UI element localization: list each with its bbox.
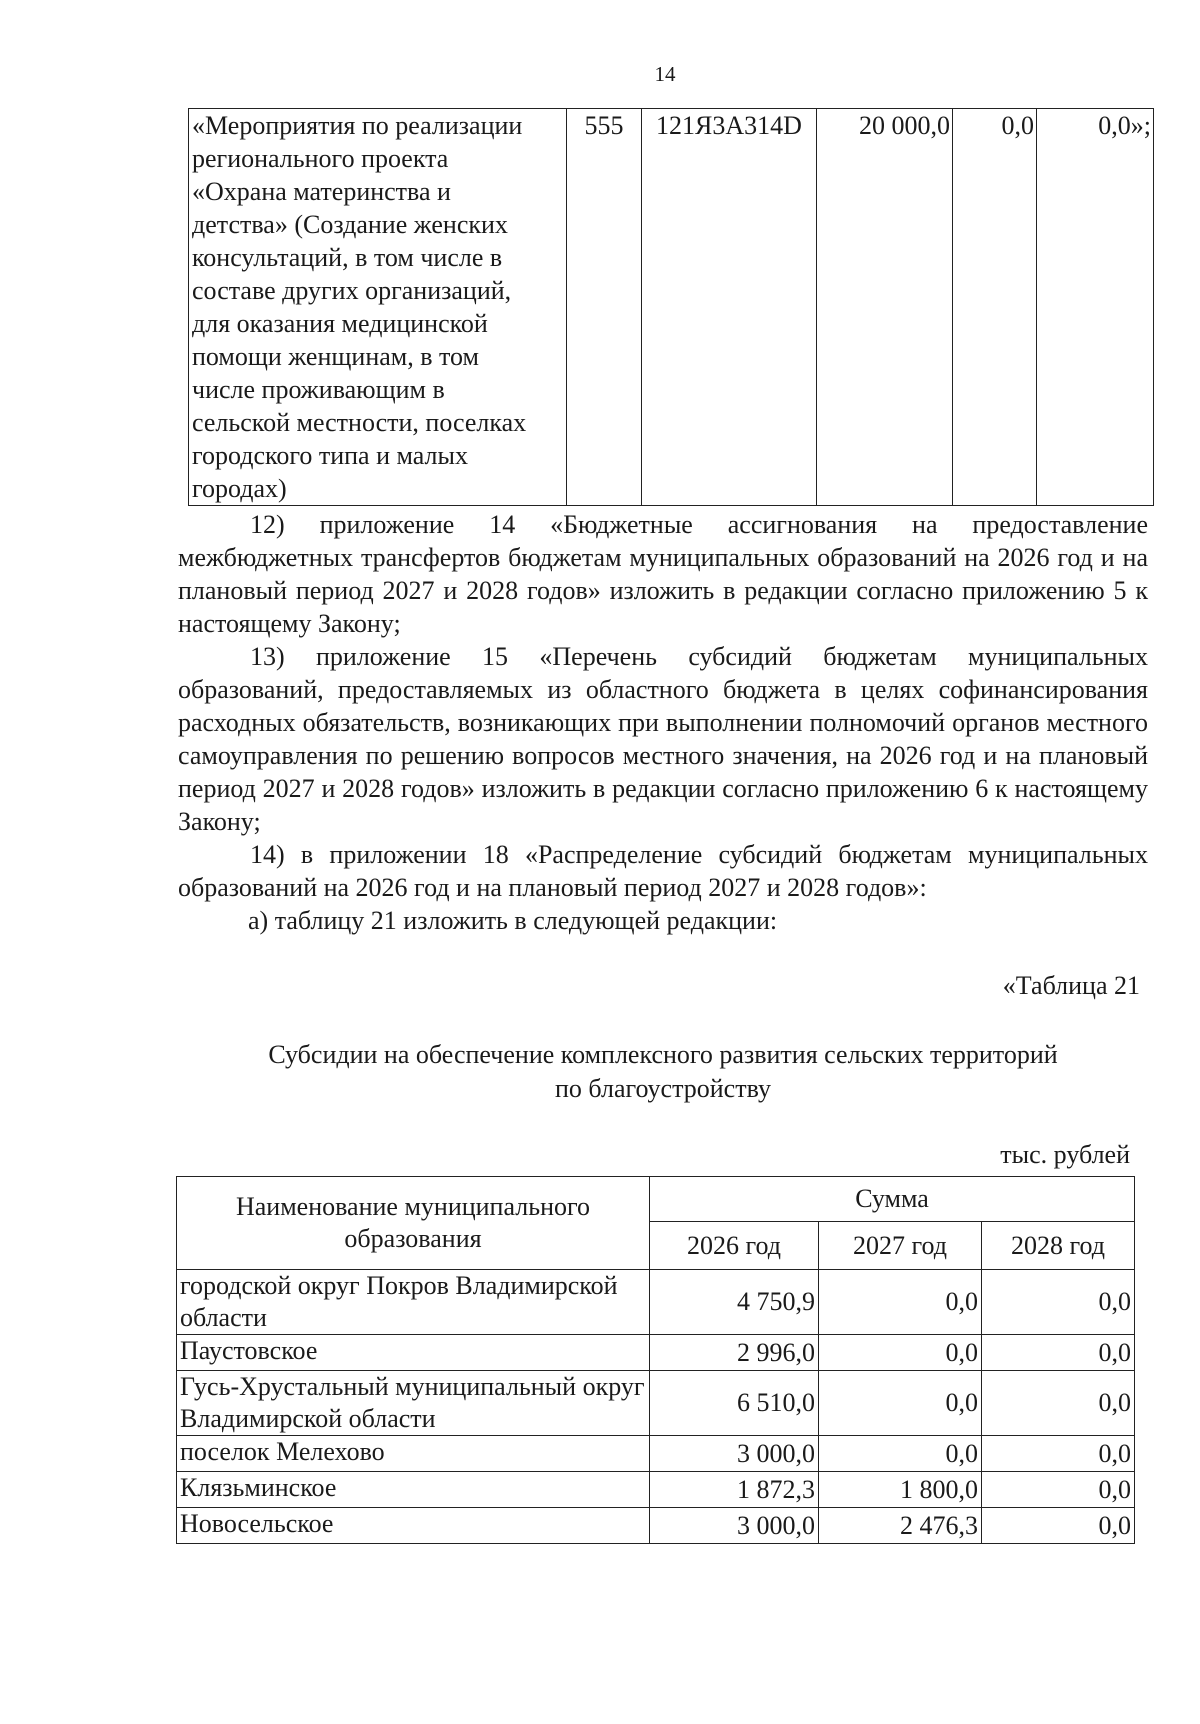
measure-name-line: консультаций, в том числе в [192, 243, 503, 272]
ministry-code-cell: 555 [567, 109, 642, 506]
header-2028: 2028 год [982, 1222, 1135, 1270]
measure-name-line: регионального проекта [192, 144, 449, 173]
units-label: тыс. рублей [1000, 1140, 1130, 1169]
amount-2028: 0,0 [982, 1436, 1135, 1472]
continuation-table [188, 108, 1154, 506]
header-row [177, 1177, 1135, 1222]
measure-name-line: для оказания медицинской [192, 309, 488, 338]
amount-2027: 0,0 [819, 1436, 982, 1472]
amount-2027: 1 800,0 [819, 1472, 982, 1508]
subsidies-table [176, 1176, 1135, 1544]
table-caption: «Таблица 21 [1002, 971, 1140, 1000]
table-row [177, 1508, 1135, 1544]
header-name: Наименование муниципального образования [177, 1177, 650, 1270]
amendments-text [178, 508, 1148, 937]
header-2027: 2027 год [819, 1222, 982, 1270]
amount-2026: 3 000,0 [650, 1436, 819, 1472]
table-row [177, 1335, 1135, 1371]
municipality-name: Клязьминское [177, 1472, 650, 1508]
header-2026: 2026 год [650, 1222, 819, 1270]
table-row [177, 1371, 1135, 1436]
amount-2028: 0,0 [982, 1335, 1135, 1371]
municipality-name: поселок Мелехово [177, 1436, 650, 1472]
table-title-line: по благоустройству [555, 1074, 771, 1103]
page-number: 14 [654, 62, 676, 86]
amount-2028: 0,0 [982, 1472, 1135, 1508]
amount-2027: 0,0 [819, 1270, 982, 1335]
amount-2028: 0,0 [982, 1371, 1135, 1436]
amount-2027: 0,0 [819, 1371, 982, 1436]
amount-2027: 2 476,3 [819, 1508, 982, 1544]
table-title [178, 1038, 1148, 1106]
measure-name-line: городского типа и малых [192, 441, 468, 470]
amount-2028: 0,0 [982, 1508, 1135, 1544]
amount-2026-cell: 20 000,0 [817, 109, 953, 506]
amount-2028-cell: 0,0»; [1037, 109, 1154, 506]
target-article-cell: 121Я3А314D [642, 109, 817, 506]
amount-2026: 6 510,0 [650, 1371, 819, 1436]
measure-name-line: сельской местности, поселках [192, 408, 527, 437]
measure-name-line: детства» (Создание женских [192, 210, 508, 239]
table-row [177, 1270, 1135, 1335]
municipality-name: Паустовское [177, 1335, 650, 1371]
paragraph-12: 12) приложение 14 «Бюджетные ассигнования на предоставление межбюджетных трансфертов бюджетам муниципальных образований на 2026 год и на плановый период 2027 и 2028 годов» изложить в редакции согласно приложению 5 к настоящему Закону; [178, 510, 1148, 638]
municipality-name: Гусь-Хрустальный муниципальный округ Владимирской области [177, 1371, 650, 1436]
measure-name-line: «Охрана материнства и [192, 177, 451, 206]
amount-2027-cell: 0,0 [953, 109, 1037, 506]
municipality-name: Новосельское [177, 1508, 650, 1544]
amount-2027: 0,0 [819, 1335, 982, 1371]
measure-name-line: числе проживающим в [192, 375, 445, 404]
measure-name-line: городах) [192, 474, 287, 503]
amount-2026: 2 996,0 [650, 1335, 819, 1371]
table-row [189, 109, 1154, 506]
header-sum: Сумма [650, 1177, 1135, 1222]
amount-2026: 3 000,0 [650, 1508, 819, 1544]
measure-name-line: помощи женщинам, в том [192, 342, 479, 371]
measure-name-cell [189, 109, 567, 506]
amount-2026: 1 872,3 [650, 1472, 819, 1508]
paragraph-14: 14) в приложении 18 «Распределение субсидий бюджетам муниципальных образований на 2026 год и на плановый период 2027 и 2028 годов»: [178, 840, 1148, 902]
measure-name-line: составе других организаций, [192, 276, 512, 305]
municipality-name: городской округ Покров Владимирской области [177, 1270, 650, 1335]
table-row [177, 1436, 1135, 1472]
amount-2028: 0,0 [982, 1270, 1135, 1335]
paragraph-13: 13) приложение 15 «Перечень субсидий бюджетам муниципальных образований, предоставляемых из областного бюджета в целях софинансирования расходных обязательств, возникающих при выполнении полномочий органов местного самоуправления по решению вопросов местного значения, на 2026 год и на плановый период 2027 и 2028 годов» изложить в редакции согласно приложению 6 к настоящему Закону; [178, 642, 1148, 836]
table-row [177, 1472, 1135, 1508]
amount-2026: 4 750,9 [650, 1270, 819, 1335]
paragraph-a: а) таблицу 21 изложить в следующей редакции: [248, 906, 778, 935]
measure-name-line: «Мероприятия по реализации [192, 111, 523, 140]
table-title-line: Субсидии на обеспечение комплексного развития сельских территорий [268, 1040, 1058, 1069]
